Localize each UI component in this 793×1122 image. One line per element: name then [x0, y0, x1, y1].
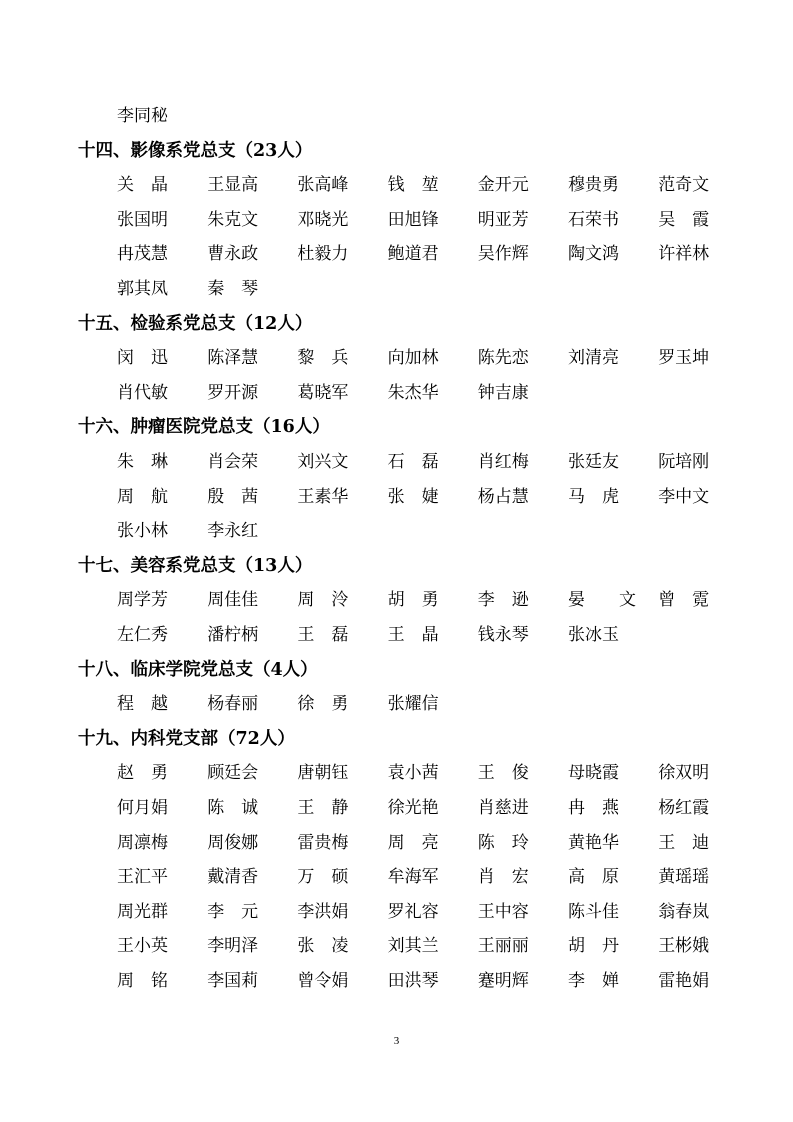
member-name-row — [117, 964, 753, 998]
member-name: 周 铭 — [117, 971, 168, 991]
member-name: 肖慈进 — [477, 798, 529, 818]
member-name: 王显高 — [207, 175, 259, 196]
member-name: 黄瑶瑶 — [658, 867, 710, 888]
member-name: 刘其兰 — [387, 936, 439, 957]
member-name: 石荣书 — [568, 209, 619, 230]
member-name: 张廷友 — [568, 452, 619, 472]
page-number: 3 — [393, 1035, 400, 1047]
member-name: 周学芳 — [117, 590, 168, 611]
member-name: 周 亮 — [387, 832, 439, 853]
member-name: 刘清亮 — [568, 348, 619, 369]
member-name: 钱 堃 — [387, 175, 439, 196]
member-name-row — [117, 480, 753, 514]
member-name: 陈斗佳 — [568, 901, 619, 922]
member-name: 李国莉 — [207, 971, 259, 991]
member-name: 万 硕 — [297, 867, 349, 888]
member-name: 吴作辉 — [477, 244, 529, 265]
member-name: 穆贵勇 — [568, 175, 619, 196]
member-name: 钟吉康 — [477, 382, 529, 403]
member-name: 周 泠 — [297, 590, 349, 611]
member-name: 徐光艳 — [387, 798, 439, 818]
member-name: 陈 玲 — [477, 832, 529, 853]
member-name: 刘兴文 — [297, 452, 349, 472]
member-name: 雷艳娟 — [658, 971, 710, 991]
member-name: 张国明 — [117, 209, 168, 230]
member-name: 葛晓军 — [297, 382, 349, 403]
member-name: 雷贵梅 — [297, 832, 349, 853]
member-name: 张耀信 — [387, 694, 439, 715]
member-name: 邓晓光 — [297, 209, 349, 230]
member-name: 张 凌 — [297, 936, 349, 957]
member-name: 田旭锋 — [387, 209, 439, 230]
member-name: 潘柠柄 — [207, 625, 259, 645]
member-name: 李永红 — [207, 521, 259, 542]
member-name: 王汇平 — [117, 867, 168, 888]
member-name: 冉茂慧 — [117, 244, 168, 265]
member-name: 李同秘 — [117, 106, 168, 126]
member-name: 周俊娜 — [207, 832, 259, 853]
member-name: 王丽丽 — [477, 936, 529, 957]
member-name: 马 虎 — [568, 486, 619, 507]
member-name: 牟海军 — [387, 867, 439, 888]
member-name: 殷 茜 — [207, 486, 259, 507]
member-name: 许祥林 — [658, 244, 710, 265]
member-name-row — [117, 445, 753, 479]
member-name: 阮培刚 — [658, 452, 710, 472]
member-name: 郭其凤 — [117, 279, 168, 299]
member-name: 曾令娟 — [297, 971, 349, 991]
member-name: 明亚芳 — [477, 209, 529, 230]
member-name: 罗玉坤 — [658, 348, 710, 369]
member-name: 顾廷会 — [207, 763, 259, 784]
member-name: 范奇文 — [658, 175, 710, 196]
member-name-row — [117, 514, 753, 548]
member-name: 钱永琴 — [477, 625, 529, 645]
member-name: 肖代敏 — [117, 382, 168, 403]
member-name: 杨春丽 — [207, 694, 259, 715]
section-heading: 十七、美容系党总支（13人） — [78, 555, 313, 576]
member-name: 唐朝钰 — [297, 763, 349, 784]
member-name: 高 原 — [568, 867, 619, 888]
member-name: 李 元 — [207, 901, 259, 922]
member-name-row — [117, 583, 753, 617]
member-name: 闵 迅 — [117, 348, 168, 369]
member-name: 周佳佳 — [207, 590, 259, 611]
member-name: 王彬娥 — [658, 936, 710, 957]
member-name: 王 晶 — [387, 625, 439, 645]
member-name: 王 迪 — [658, 832, 710, 853]
member-name: 吴 霞 — [658, 209, 710, 230]
member-name: 肖红梅 — [477, 452, 529, 472]
member-name: 蹇明辉 — [477, 971, 529, 991]
member-name: 陶文鸿 — [568, 244, 619, 265]
member-name: 杜毅力 — [297, 244, 349, 265]
member-name: 王 静 — [297, 798, 349, 818]
member-name-row — [117, 860, 753, 894]
member-name-row — [117, 929, 753, 963]
section-heading: 十六、肿瘤医院党总支（16人） — [78, 417, 330, 438]
member-name: 朱杰华 — [387, 382, 439, 403]
member-name-row — [117, 376, 753, 410]
member-name: 陈 诚 — [207, 798, 259, 818]
member-name: 周凛梅 — [117, 832, 168, 853]
member-name: 李中文 — [658, 486, 710, 507]
member-name: 冉 燕 — [568, 798, 619, 818]
member-name-row — [117, 895, 753, 929]
member-name: 朱 琳 — [117, 452, 168, 472]
member-name-row — [117, 272, 753, 306]
section-heading: 十九、内科党支部（72人） — [78, 728, 295, 749]
member-name: 王中容 — [477, 901, 529, 922]
member-name: 秦 琴 — [207, 279, 259, 299]
member-name: 李 婵 — [568, 971, 619, 991]
member-name-row — [117, 618, 753, 652]
member-name: 张冰玉 — [568, 625, 619, 645]
member-name: 鲍道君 — [387, 244, 439, 265]
member-name: 石 磊 — [387, 452, 439, 472]
member-name-row — [117, 756, 753, 790]
member-name: 向加林 — [387, 348, 439, 369]
member-name: 王素华 — [297, 486, 349, 507]
member-name: 左仁秀 — [117, 625, 168, 645]
member-name: 肖会荣 — [207, 452, 259, 472]
member-name: 曹永政 — [207, 244, 259, 265]
member-name: 母晓霞 — [568, 763, 619, 784]
member-name: 张 婕 — [387, 486, 439, 507]
member-name: 朱克文 — [207, 209, 259, 230]
member-name: 王小英 — [117, 936, 168, 957]
member-name: 袁小茜 — [387, 763, 439, 784]
section-heading: 十四、影像系党总支（23人） — [78, 140, 313, 161]
member-name: 徐双明 — [658, 763, 710, 784]
member-name: 胡 丹 — [568, 936, 619, 957]
member-name: 徐 勇 — [297, 694, 349, 715]
member-name: 陈先恋 — [477, 348, 529, 369]
member-name: 晏 文 — [568, 590, 636, 611]
member-name: 曾 霓 — [658, 590, 710, 611]
member-name-row — [117, 826, 753, 860]
member-name: 程 越 — [117, 694, 168, 715]
section-heading: 十八、临床学院党总支（4人） — [78, 659, 318, 680]
member-name: 李洪娟 — [297, 901, 349, 922]
member-name: 周 航 — [117, 486, 168, 507]
member-name: 黎 兵 — [297, 348, 349, 369]
member-name: 李 逊 — [477, 590, 529, 611]
member-name: 王 俊 — [477, 763, 529, 784]
member-name: 张高峰 — [297, 175, 349, 196]
member-name: 陈泽慧 — [207, 348, 259, 369]
member-name: 翁春岚 — [658, 901, 710, 922]
member-name: 杨红霞 — [658, 798, 710, 818]
member-name: 赵 勇 — [117, 763, 168, 784]
member-name: 戴清香 — [207, 867, 259, 888]
member-name: 肖 宏 — [477, 867, 529, 888]
member-name: 黄艳华 — [568, 832, 619, 853]
member-name: 金开元 — [477, 175, 529, 196]
member-name-row — [117, 237, 753, 271]
member-name: 关 晶 — [117, 175, 168, 196]
continued-name-row — [117, 99, 753, 133]
member-name: 李明泽 — [207, 936, 259, 957]
member-name: 周光群 — [117, 901, 168, 922]
member-name: 罗开源 — [207, 382, 259, 403]
member-name-row — [117, 203, 753, 237]
member-name: 王 磊 — [297, 625, 349, 645]
member-name: 罗礼容 — [387, 901, 439, 922]
member-name-row — [117, 341, 753, 375]
member-name: 杨占慧 — [477, 486, 529, 507]
member-name-row — [117, 168, 753, 202]
member-name: 何月娟 — [117, 798, 168, 818]
member-name-row — [117, 791, 753, 825]
member-name: 胡 勇 — [387, 590, 439, 611]
member-name-row — [117, 687, 753, 721]
member-name: 张小林 — [117, 521, 168, 542]
member-name: 田洪琴 — [387, 971, 439, 991]
section-heading: 十五、检验系党总支（12人） — [78, 313, 313, 334]
